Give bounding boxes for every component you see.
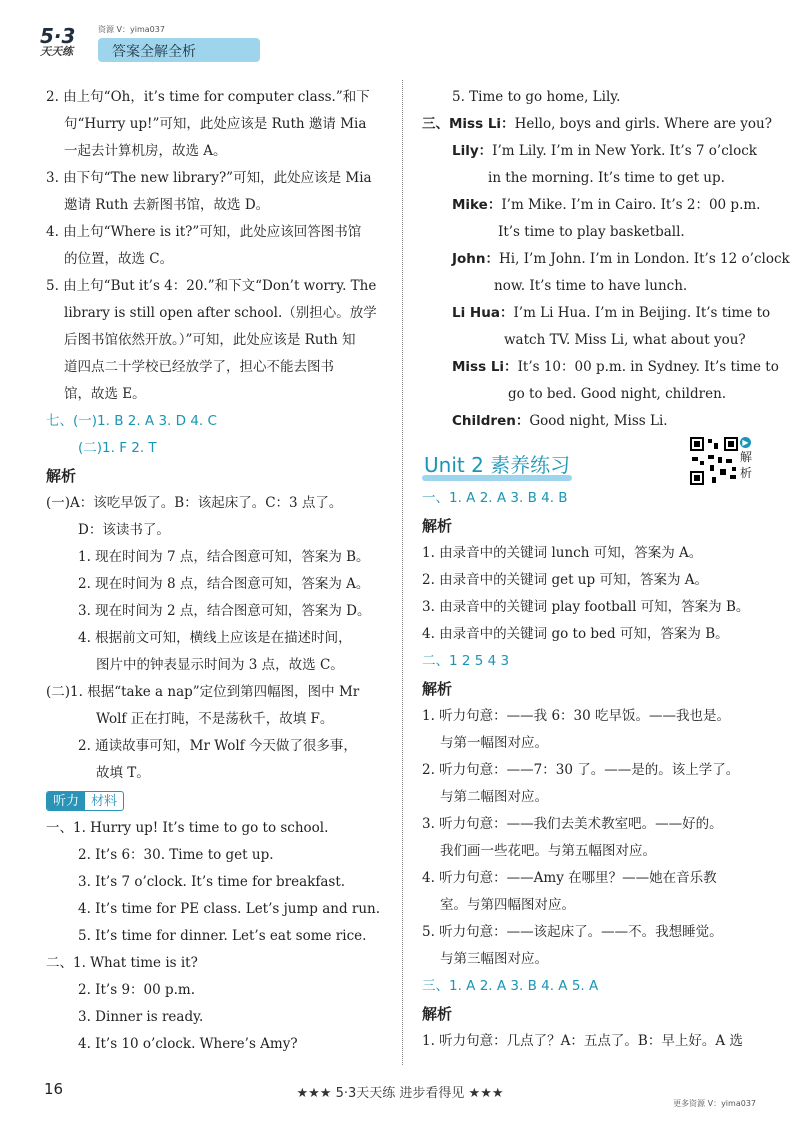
text-line: 的位置，故选 C。 — [64, 251, 174, 267]
text-line: 2. 通读故事可知，Mr Wolf 今天做了很多事， — [78, 738, 357, 754]
dialog-text: I’m Li Hua. I’m in Beijing. It’s time to — [513, 305, 771, 321]
text-line: (一)A：该吃早饭了。B：该起床了。C：3 点了。 — [46, 495, 343, 511]
text-line: 一、1. Hurry up! It’s time to go to school. — [46, 820, 329, 836]
text-line: 道四点二十学校已经放学了，担心不能去图书 — [64, 359, 334, 375]
text-line: 室。与第四幅图对应。 — [440, 897, 575, 913]
text-line: 2. 现在时间为 8 点，结合图意可知，答案为 A。 — [78, 576, 370, 592]
text-line: 1. 现在时间为 7 点，结合图意可知，答案为 B。 — [78, 549, 370, 565]
speaker-label: 三、Miss Li： — [422, 116, 515, 132]
text-line: 3. Dinner is ready. — [78, 1009, 204, 1025]
speaker-label: Lily： — [452, 143, 493, 159]
dialog-line — [422, 165, 756, 192]
speaker-label: Li Hua： — [452, 305, 514, 321]
source-note-bottom: 更多资源 V：yima037 — [673, 1099, 756, 1108]
text-line: 1. 听力句意：——我 6：30 吃早饭。——我也是。 — [422, 708, 731, 724]
dialog-text: It’s 10：00 p.m. in Sydney. It’s time to — [517, 359, 779, 375]
text-line: 5. It’s time for dinner. Let’s eat some rice. — [78, 928, 367, 944]
dialog-line — [422, 354, 779, 381]
brand-logo: 5·3 天天练 — [40, 24, 76, 58]
text-line: 5. 由上句“But it’s 4：20.”和下文“Don’t worry. The — [46, 278, 377, 294]
text-line: 与第二幅图对应。 — [440, 789, 548, 805]
text-line: 2. 由录音中的关键词 get up 可知，答案为 A。 — [422, 572, 708, 588]
text-line: 我们画一些花吧。与第五幅图对应。 — [440, 843, 656, 859]
page-number: 16 — [44, 1080, 64, 1098]
text-line: (二)1. 根据“take a nap”定位到第四幅图，图中 Mr — [46, 684, 360, 700]
dialog-line — [422, 192, 761, 219]
dialog-text: I’m Mike. I’m in Cairo. It’s 2：00 p.m. — [501, 197, 761, 213]
text-line: 与第一幅图对应。 — [440, 735, 548, 751]
qr-label: ▶ 解 析 — [740, 438, 753, 480]
text-line: 2. It’s 9：00 p.m. — [78, 982, 196, 998]
dialog-text: I’m Lily. I’m in New York. It’s 7 o’clock — [492, 143, 757, 159]
answer-key-2: 二、1 2 5 4 3 — [422, 653, 510, 669]
text-line: 二、1. What time is it? — [46, 955, 198, 971]
text-line: 邀请 Ruth 去新图书馆，故选 D。 — [64, 197, 270, 213]
answer-key-7b: (二)1. F 2. T — [78, 440, 157, 456]
text-line: 4. 由上句“Where is it?”可知，此处应该回答图书馆 — [46, 224, 362, 240]
answer-key-7a: 七、(一)1. B 2. A 3. D 4. C — [46, 413, 217, 429]
dialog-text: watch TV. Miss Li, what about you? — [504, 332, 746, 348]
footer-slogan: ★★★ 5·3天天练 进步看得见 ★★★ — [296, 1086, 504, 1101]
analysis-heading: 解析 — [422, 680, 453, 698]
dialog-line — [422, 138, 756, 165]
dialog-text: It’s time to play basketball. — [498, 224, 685, 240]
play-icon: ▶ — [740, 437, 751, 448]
speaker-label: Mike： — [452, 197, 502, 213]
dialog-text: in the morning. It’s time to get up. — [488, 170, 725, 186]
dialog-line — [422, 327, 756, 354]
analysis-heading: 解析 — [422, 1005, 453, 1023]
text-line: 4. It’s time for PE class. Let’s jump and run. — [78, 901, 381, 917]
text-line: 4. 根据前文可知，横线上应该是在描述时间， — [78, 630, 352, 646]
dialog-line — [422, 246, 790, 273]
listening-material-tag: 听力 材料 — [46, 791, 124, 811]
dialog-line — [422, 408, 756, 435]
left-column — [46, 84, 390, 1058]
answer-key-1: 一、1. A 2. A 3. B 4. B — [422, 490, 568, 506]
right-column — [422, 84, 790, 1055]
text-line: 1. 听力句意：几点了？A：五点了。B：早上好。A 选 — [422, 1033, 743, 1049]
dialog-text: now. It’s time to have lunch. — [494, 278, 688, 294]
dialog-line — [422, 300, 771, 327]
text-line: library is still open after school.（别担心。放学 — [64, 305, 377, 321]
answer-key-3: 三、1. A 2. A 3. B 4. A 5. A — [422, 978, 599, 994]
text-line: 2. 听力句意：——7：30 了。——是的。该上学了。 — [422, 762, 740, 778]
listening-material-tag-row — [46, 787, 390, 815]
unit-title: Unit 2 素养练习 — [424, 453, 571, 477]
text-line: 与第三幅图对应。 — [440, 951, 548, 967]
text-line: 馆，故选 E。 — [64, 386, 146, 402]
dialog-text: Good night, Miss Li. — [529, 413, 668, 429]
text-line: 5. 听力句意：——该起床了。——不。我想睡觉。 — [422, 924, 723, 940]
text-line: D：该读书了。 — [78, 522, 170, 538]
text-line: 3. 现在时间为 2 点，结合图意可知，答案为 D。 — [78, 603, 371, 619]
speaker-label: Miss Li： — [452, 359, 518, 375]
section-banner: 答案全解全析 — [98, 38, 260, 62]
text-line: 3. It’s 7 o’clock. It’s time for breakfast. — [78, 874, 346, 890]
text-line: 4. 听力句意：——Amy 在哪里？——她在音乐教 — [422, 870, 717, 886]
dialog-text: Hello, boys and girls. Where are you? — [514, 116, 772, 132]
dialog-line — [422, 111, 772, 138]
speaker-label: John： — [452, 251, 500, 267]
text-line: Wolf 正在打盹，不是荡秋千，故填 F。 — [96, 711, 334, 727]
text-line: 3. 听力句意：——我们去美术教室吧。——好的。 — [422, 816, 723, 832]
unit-title-block — [422, 439, 756, 485]
qr-code-icon[interactable] — [688, 435, 740, 487]
text-line: 4. 由录音中的关键词 go to bed 可知，答案为 B。 — [422, 626, 729, 642]
text-line: 一起去计算机房，故选 A。 — [64, 143, 227, 159]
text-line: 1. 由录音中的关键词 lunch 可知，答案为 A。 — [422, 545, 703, 561]
dialog-line — [422, 219, 756, 246]
dialog-text: Hi, I’m John. I’m in London. It’s 12 o’clock — [499, 251, 790, 267]
text-line: 后图书馆依然开放。）”可知，此处应该是 Ruth 知 — [64, 332, 356, 348]
speaker-label: Children： — [452, 413, 530, 429]
text-line: 5. Time to go home, Lily. — [452, 89, 621, 105]
text-line: 2. 由上句“Oh，it’s time for computer class.”和下 — [46, 89, 370, 105]
text-line: 图片中的钟表显示时间为 3 点，故选 C。 — [96, 657, 344, 673]
analysis-heading: 解析 — [46, 467, 77, 485]
text-line: 2. It’s 6：30. Time to get up. — [78, 847, 274, 863]
analysis-heading: 解析 — [422, 517, 453, 535]
text-line: 3. 由录音中的关键词 play football 可知，答案为 B。 — [422, 599, 750, 615]
dialog-line — [422, 381, 756, 408]
text-line: 故填 T。 — [96, 765, 150, 781]
column-divider — [402, 80, 403, 1065]
text-line: 4. It’s 10 o’clock. Where’s Amy? — [78, 1036, 298, 1052]
dialog-text: go to bed. Good night, children. — [508, 386, 727, 402]
dialog-line — [422, 273, 756, 300]
text-line: 3. 由下句“The new library?”可知，此处应该是 Mia — [46, 170, 372, 186]
text-line: 句“Hurry up!”可知，此处应该是 Ruth 邀请 Mia — [64, 116, 367, 132]
source-note-top: 资源 V：yima037 — [98, 25, 165, 34]
